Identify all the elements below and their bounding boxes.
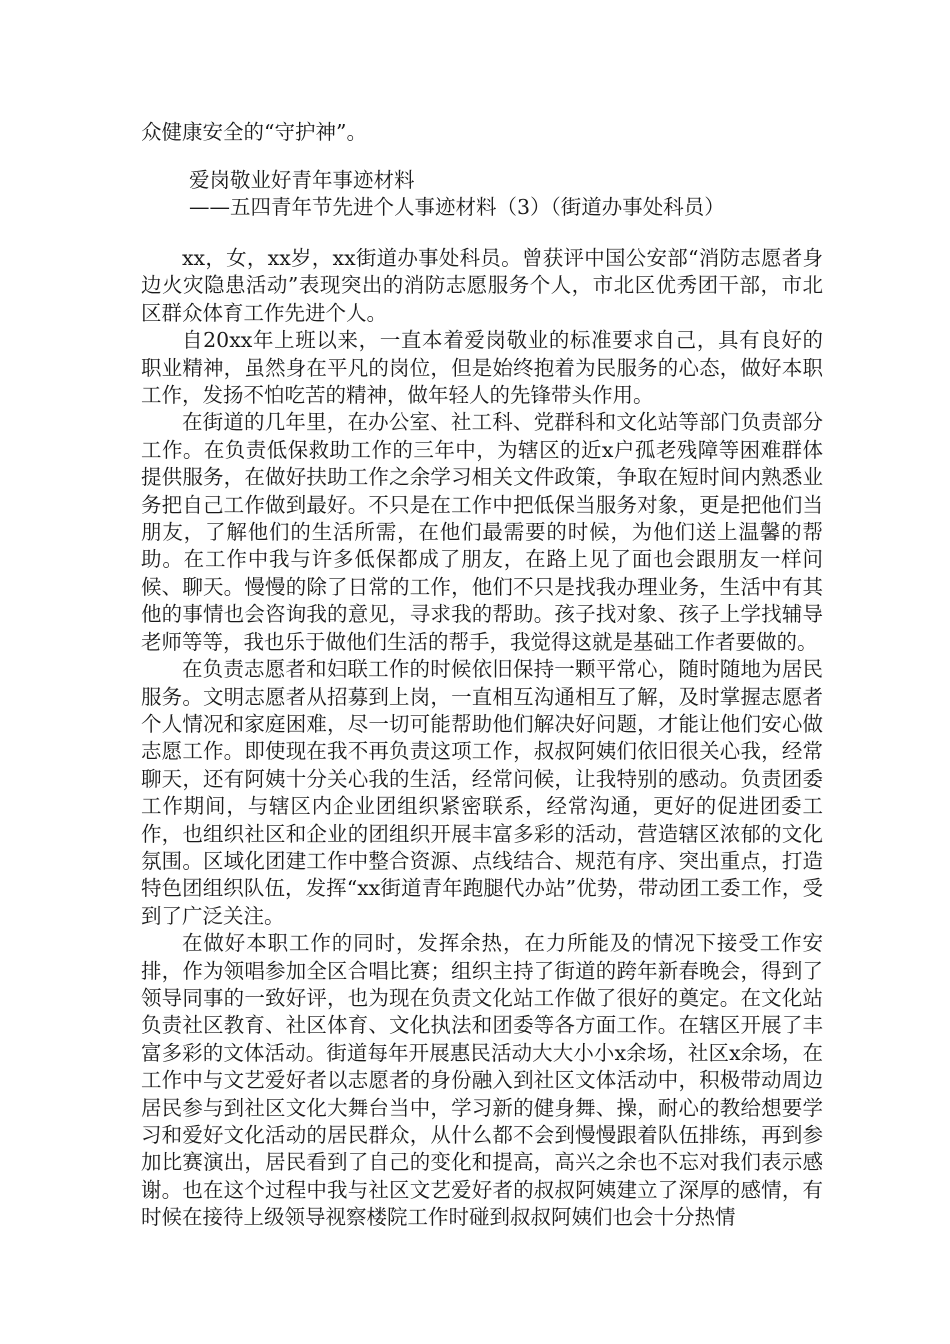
paragraph-2: 自20xx年上班以来，一直本着爱岗敬业的标准要求自己，具有良好的职业精神，虽然身在平凡的岗位，但是始终抱着为民服务的心态，做好本职工作，发扬不怕吃苦的精神，做年轻人的先锋带头作用。	[141, 328, 823, 408]
document-title: 爱岗敬业好青年事迹材料	[189, 168, 415, 192]
document-subtitle: ——五四青年节先进个人事迹材料（3）（街道办事处科员）	[189, 195, 725, 219]
lead-line: 众健康安全的“守护神”。	[141, 120, 367, 144]
paragraph-1: xx，女，xx岁，xx街道办事处科员。曾获评中国公安部“消防志愿者身边火灾隐患活动”表现突出的消防志愿服务个人，市北区优秀团干部，市北区群众体育工作先进个人。	[141, 246, 823, 325]
heading-block	[141, 167, 823, 221]
paragraph-3: 在街道的几年里，在办公室、社工科、党群科和文化站等部门负责部分工作。在负责低保救助工作的三年中，为辖区的近x户孤老残障等困难群体提供服务，在做好扶助工作之余学习相关文件政策，争取在短时间内熟悉业务把自己工作做到最好。不只是在工作中把低保当服务对象，更是把他们当朋友，了解他们的生活所需，在他们最需要的时候，为他们送上温馨的帮助。在工作中我与许多低保都成了朋友，在路上见了面也会跟朋友一样问候、聊天。慢慢的除了日常的工作，他们不只是找我办理业务，生活中有其他的事情也会咨询我的意见，寻求我的帮助。孩子找对象、孩子上学找辅导老师等等，我也乐于做他们生活的帮手，我觉得这就是基础工作者要做的。	[141, 410, 823, 654]
document-page	[141, 118, 823, 1232]
paragraph-4: 在负责志愿者和妇联工作的时候依旧保持一颗平常心，随时随地为居民服务。文明志愿者从招募到上岗，一直相互沟通相互了解，及时掌握志愿者个人情况和家庭困难，尽一切可能帮助他们解决好问题，才能让他们安心做志愿工作。即使现在我不再负责这项工作，叔叔阿姨们依旧很关心我，经常聊天，还有阿姨十分关心我的生活，经常问候，让我特别的感动。负责团委工作期间，与辖区内企业团组织紧密联系，经常沟通，更好的促进团委工作，也组织社区和企业的团组织开展丰富多彩的活动，营造辖区浓郁的文化氛围。区域化团建工作中整合资源、点线结合、规范有序、突出重点，打造特色团组织队伍，发挥“xx街道青年跑腿代办站”优势，带动团工委工作，受到了广泛关注。	[141, 657, 823, 928]
paragraph-5: 在做好本职工作的同时，发挥余热，在力所能及的情况下接受工作安排，作为领唱参加全区合唱比赛；组织主持了街道的跨年新春晚会，得到了领导同事的一致好评，也为现在负责文化站工作做了很好的奠定。在文化站负责社区教育、社区体育、文化执法和团委等各方面工作。在辖区开展了丰富多彩的文体活动。街道每年开展惠民活动大大小小x余场，社区x余场，在工作中与文艺爱好者以志愿者的身份融入到社区文体活动中，积极带动周边居民参与到社区文化大舞台当中，学习新的健身舞、操，耐心的教给想要学习和爱好文化活动的居民群众，从什么都不会到慢慢跟着队伍排练，再到参加比赛演出，居民看到了自己的变化和提高，高兴之余也不忘对我们表示感谢。也在这个过程中我与社区文艺爱好者的叔叔阿姨建立了深厚的感情，有时候在接待上级领导视察楼院工作时碰到叔叔阿姨们也会十分热情	[141, 931, 823, 1230]
